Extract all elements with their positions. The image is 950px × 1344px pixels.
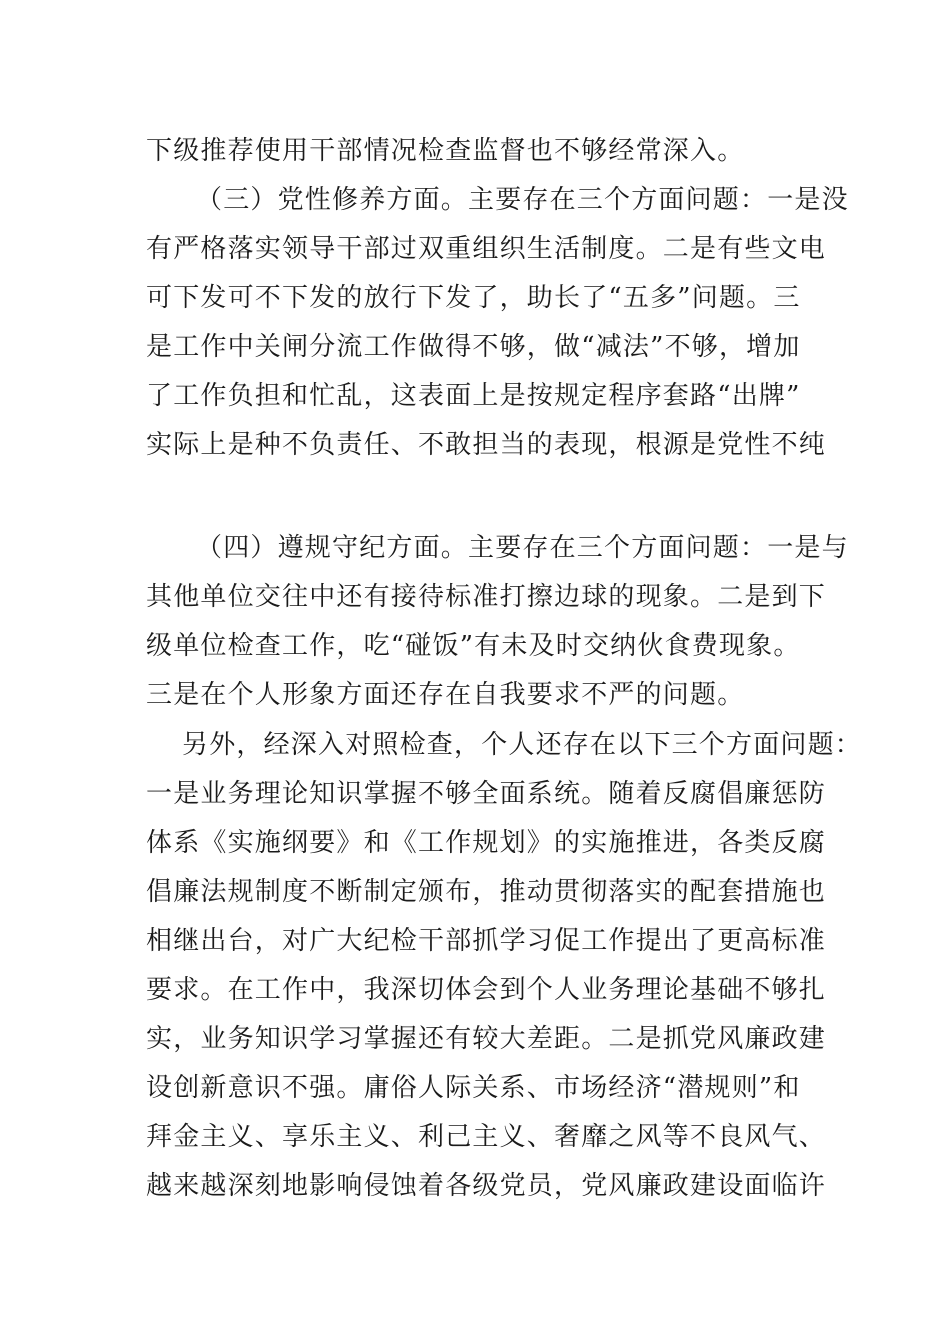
- text-line: 级单位检查工作，吃“碰饭”有未及时交纳伙食费现象。: [146, 631, 801, 661]
- text-line: 三是在个人形象方面还存在自我要求不严的问题。: [146, 680, 745, 710]
- text-line: 可下发可不下发的放行下发了，助长了“五多”问题。三: [146, 283, 801, 313]
- section-heading-line: （三）党性修养方面。主要存在三个方面问题：一是没: [196, 185, 849, 215]
- text-line: 设创新意识不强。庸俗人际关系、市场经济“潜规则”和: [146, 1073, 801, 1103]
- text-line: 实际上是种不负责任、不敢担当的表现，根源是党性不纯: [146, 430, 827, 460]
- text-line: 拜金主义、享乐主义、利己主义、奢靡之风等不良风气、: [146, 1122, 827, 1152]
- text-line: 下级推荐使用干部情况检查监督也不够经常深入。: [146, 136, 745, 166]
- text-line: 相继出台，对广大纪检干部抓学习促工作提出了更高标准: [146, 926, 827, 956]
- text-line: 体系《实施纲要》和《工作规划》的实施推进，各类反腐: [146, 828, 827, 858]
- paragraph-start-line: 另外，经深入对照检查，个人还存在以下三个方面问题：: [182, 730, 863, 760]
- section-heading-line: （四）遵规守纪方面。主要存在三个方面问题：一是与: [196, 533, 849, 563]
- text-line: 是工作中关闸分流工作做得不够，做“减法”不够，增加: [146, 332, 801, 362]
- text-line: 越来越深刻地影响侵蚀着各级党员，党风廉政建设面临许: [146, 1171, 827, 1201]
- text-line: 其他单位交往中还有接待标准打擦边球的现象。二是到下: [146, 582, 827, 612]
- text-line: 有严格落实领导干部过双重组织生活制度。二是有些文电: [146, 234, 827, 264]
- text-line: 一是业务理论知识掌握不够全面系统。随着反腐倡廉惩防: [146, 779, 827, 809]
- text-line: 倡廉法规制度不断制定颁布，推动贯彻落实的配套措施也: [146, 877, 827, 907]
- text-line: 了工作负担和忙乱，这表面上是按规定程序套路“出牌”: [146, 381, 801, 411]
- text-line: 要求。在工作中，我深切体会到个人业务理论基础不够扎: [146, 975, 827, 1005]
- text-line: 实，业务知识学习掌握还有较大差距。二是抓党风廉政建: [146, 1024, 827, 1054]
